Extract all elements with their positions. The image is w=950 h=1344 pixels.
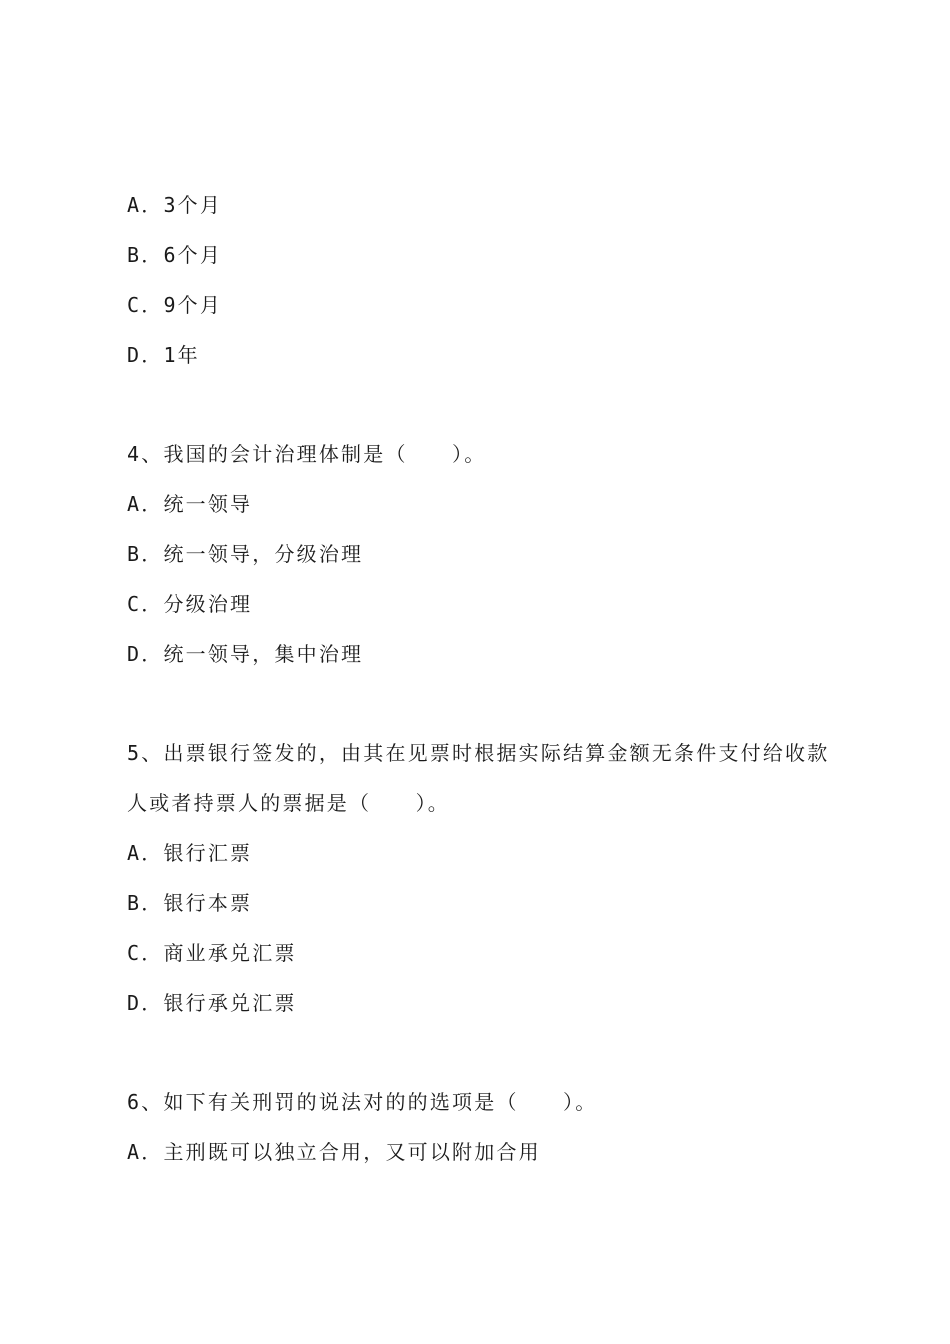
q3-option-d: D．1年 [127,343,200,367]
q4-option-a: A．统一领导 [127,492,253,516]
q5-option-c: C．商业承兑汇票 [127,941,297,965]
q5-stem-line-1: 5、出票银行签发的，由其在见票时根据实际结算金额无条件支付给收款 [127,741,830,765]
q5-option-a: A．银行汇票 [127,841,253,865]
q6-option-a: A．主刑既可以独立合用，又可以附加合用 [127,1140,541,1164]
q5-option-d: D．银行承兑汇票 [127,991,297,1015]
q3-option-a: A．3个月 [127,193,223,217]
q6-stem: 6、如下有关刑罚的说法对的的选项是（ ）。 [127,1090,598,1114]
q4-stem: 4、我国的会计治理体制是（ ）。 [127,442,487,466]
q3-option-b: B．6个月 [127,243,223,267]
q5-option-b: B．银行本票 [127,891,253,915]
q4-option-b: B．统一领导，分级治理 [127,542,364,566]
q5-stem-line-2: 人或者持票人的票据是（ ）。 [127,791,450,815]
q4-option-d: D．统一领导，集中治理 [127,642,364,666]
q4-option-c: C．分级治理 [127,592,253,616]
q3-option-c: C．9个月 [127,293,223,317]
